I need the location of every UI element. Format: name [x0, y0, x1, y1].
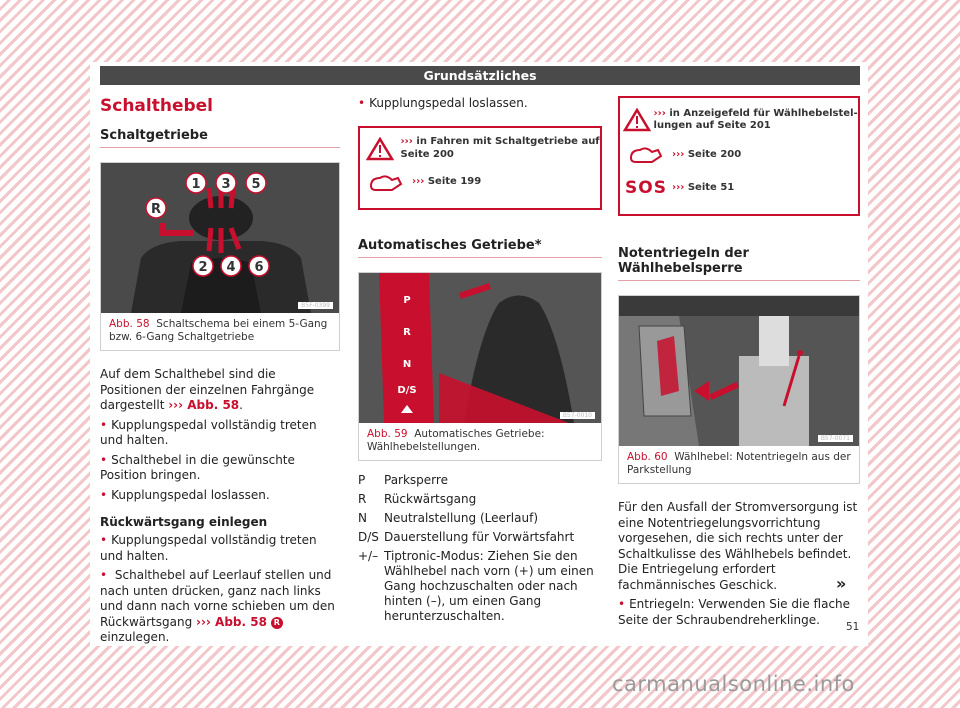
- warning-link-4[interactable]: Seite 200: [687, 148, 742, 160]
- warning-link-3[interactable]: in Anzeigefeld für Wählhebelstellungen auf Seite 201: [653, 107, 858, 131]
- warning-row-5: [620, 172, 858, 204]
- figure-60: [618, 295, 860, 484]
- gear-r-label: R: [150, 202, 162, 217]
- gear-6-label: 6: [254, 260, 264, 275]
- figure-60-caption: [619, 446, 859, 483]
- gear-3-label: 3: [221, 177, 231, 192]
- reverse-gear-marker: R: [271, 617, 283, 629]
- reverse-heading: Rückwärtsgang einlegen: [100, 515, 268, 529]
- reverse-bullet-1: • Kupplungspedal vollständig treten und halten.: [100, 533, 340, 564]
- warning-text-4: [672, 149, 741, 162]
- page-number: 51: [846, 621, 860, 633]
- warning-row-2: [360, 166, 600, 200]
- figure-59-caption: [359, 423, 601, 460]
- figure-59-code: B57-0010: [560, 412, 595, 419]
- def-row-tiptronic: [358, 549, 602, 624]
- def-row-p: [358, 473, 602, 488]
- warning-text-3: [654, 108, 858, 133]
- def-value-r: Rückwärtsgang: [384, 491, 477, 506]
- def-value-n: Neutralstellung (Leerlauf): [384, 510, 538, 525]
- figure-60-text: Wählhebel: Notentriegeln aus der Parkstellung: [627, 451, 851, 476]
- warning-link-2[interactable]: Seite 199: [427, 176, 482, 188]
- bullet-3: • Kupplungspedal loslassen.: [100, 488, 340, 504]
- figure-58-image: [101, 163, 339, 313]
- warning-box-automatic: [618, 96, 860, 216]
- figure-58-code: B5F-0399: [298, 302, 333, 309]
- reverse-text-end: einzulegen.: [100, 630, 170, 644]
- figure-60-image: [619, 296, 859, 446]
- section-heading-automatik: Automatisches Getriebe*: [358, 238, 602, 258]
- figure-59-image: [359, 273, 601, 423]
- position-r: R: [403, 326, 411, 338]
- sos-label: SOS: [625, 178, 667, 198]
- watermark-text: carmanualsonline.info: [612, 672, 855, 696]
- chapter-header: Grundsätzliches: [100, 66, 860, 85]
- reverse-bullet-2: [100, 568, 340, 646]
- warning-triangle-icon-2: [620, 108, 654, 132]
- figure-58-link-2[interactable]: ››› Abb. 58: [196, 614, 267, 629]
- bullet-1: • Kupplungspedal vollständig treten und halten.: [100, 418, 340, 449]
- warning-arrow-5: ›››: [672, 181, 685, 193]
- warning-arrow-4: ›››: [672, 148, 685, 160]
- warning-row-3: [620, 102, 858, 138]
- def-key-p: P: [358, 472, 366, 487]
- def-value-p: Parksperre: [384, 472, 448, 487]
- environment-icon-2: [620, 144, 672, 166]
- selector-positions-list: [358, 473, 602, 624]
- release-paragraph: Für den Ausfall der Stromversorgung ist eine Notentriegelungsvorrichtung vorgesehen, die sich rechts unter der Schaltkulisse des Wählhebels befindet. Die Entriegelung erfordert fachmännisches Geschick.: [618, 500, 858, 592]
- section-heading-notentriegeln: Notentriegeln der Wählhebelsperre: [618, 246, 860, 281]
- gear-5-label: 5: [251, 177, 261, 192]
- figure-58-link[interactable]: ››› Abb. 58: [168, 398, 240, 412]
- def-key-ds: D/S: [358, 529, 379, 544]
- def-key-r: R: [358, 491, 367, 506]
- def-value-tiptronic: Tiptronic-Modus: Ziehen Sie den Wählhebel nach vorn (+) um einen Gang hochzuschalten oder nach hinten (–), um einen Gang herunterzuschalten.: [384, 548, 594, 623]
- column-3: [618, 96, 860, 628]
- figure-58: [100, 162, 340, 351]
- column-2: [358, 96, 602, 628]
- warning-arrow-3: ›››: [653, 107, 666, 119]
- reverse-text: Schalthebel auf Leerlauf stellen und nach unten drücken, ganz nach links und dann nach vorne schieben um den Rückwärtsgang: [100, 568, 335, 629]
- figure-60-code: B57-0071: [818, 435, 853, 442]
- warning-arrow-1: ›››: [400, 136, 413, 147]
- figure-60-label: Abb. 60: [627, 451, 668, 463]
- warning-box-manual: [358, 126, 602, 210]
- automatic-selector-illustration: [359, 273, 601, 423]
- figure-59: [358, 272, 602, 461]
- warning-row-4: [620, 138, 858, 172]
- warning-text-2: [412, 176, 481, 189]
- figure-58-text: Schaltschema bei einem 5-Gang bzw. 6-Gang Schaltgetriebe: [109, 318, 328, 343]
- def-value-ds: Dauerstellung für Vorwärtsfahrt: [384, 529, 575, 544]
- warning-row-1: [360, 132, 600, 166]
- figure-59-label: Abb. 59: [367, 427, 408, 440]
- def-row-ds: [358, 530, 602, 545]
- intro-paragraph: [100, 367, 340, 414]
- gear-2-label: 2: [198, 260, 208, 275]
- figure-58-caption: [101, 313, 339, 350]
- release-bullet: • Entriegeln: Verwenden Sie die flache Seite der Schraubendreherklinge.: [618, 597, 860, 628]
- col2-bullet: • Kupplungspedal loslassen.: [358, 96, 602, 112]
- emergency-release-illustration: [619, 296, 859, 446]
- position-ds: D/S: [397, 384, 417, 396]
- gear-1-label: 1: [191, 177, 201, 192]
- column-1: [100, 96, 340, 646]
- page-title: Schalthebel: [100, 96, 214, 116]
- position-p: P: [403, 294, 411, 306]
- position-n: N: [402, 358, 412, 370]
- def-row-r: [358, 492, 602, 507]
- warning-text-5: [672, 182, 734, 195]
- gear-4-label: 4: [226, 260, 236, 275]
- warning-arrow-2: ›››: [412, 176, 425, 188]
- intro-text: Auf dem Schalthebel sind die Positionen der einzelnen Fahrgänge dargestellt: [100, 367, 315, 412]
- figure-59-text: Automatisches Getriebe: Wählhebelstellungen.: [367, 427, 545, 453]
- def-key-n: N: [358, 510, 367, 525]
- def-key-tiptronic: +/–: [358, 548, 379, 563]
- environment-icon: [360, 172, 412, 194]
- figure-58-label: Abb. 58: [109, 318, 150, 330]
- gear-shift-illustration: [101, 163, 339, 313]
- warning-text-1: [401, 136, 600, 161]
- continue-marker: »: [836, 574, 847, 593]
- def-row-n: [358, 511, 602, 526]
- warning-triangle-icon: [360, 137, 401, 161]
- sos-icon: [620, 178, 672, 198]
- bullet-2: • Schalthebel in die gewünschte Position bringen.: [100, 453, 340, 484]
- warning-link-5[interactable]: Seite 51: [687, 181, 735, 193]
- warning-link-1[interactable]: in Fahren mit Schaltgetriebe auf Seite 200: [400, 136, 600, 160]
- intro-period: .: [239, 398, 243, 412]
- section-heading-schaltgetriebe: Schaltgetriebe: [100, 128, 340, 148]
